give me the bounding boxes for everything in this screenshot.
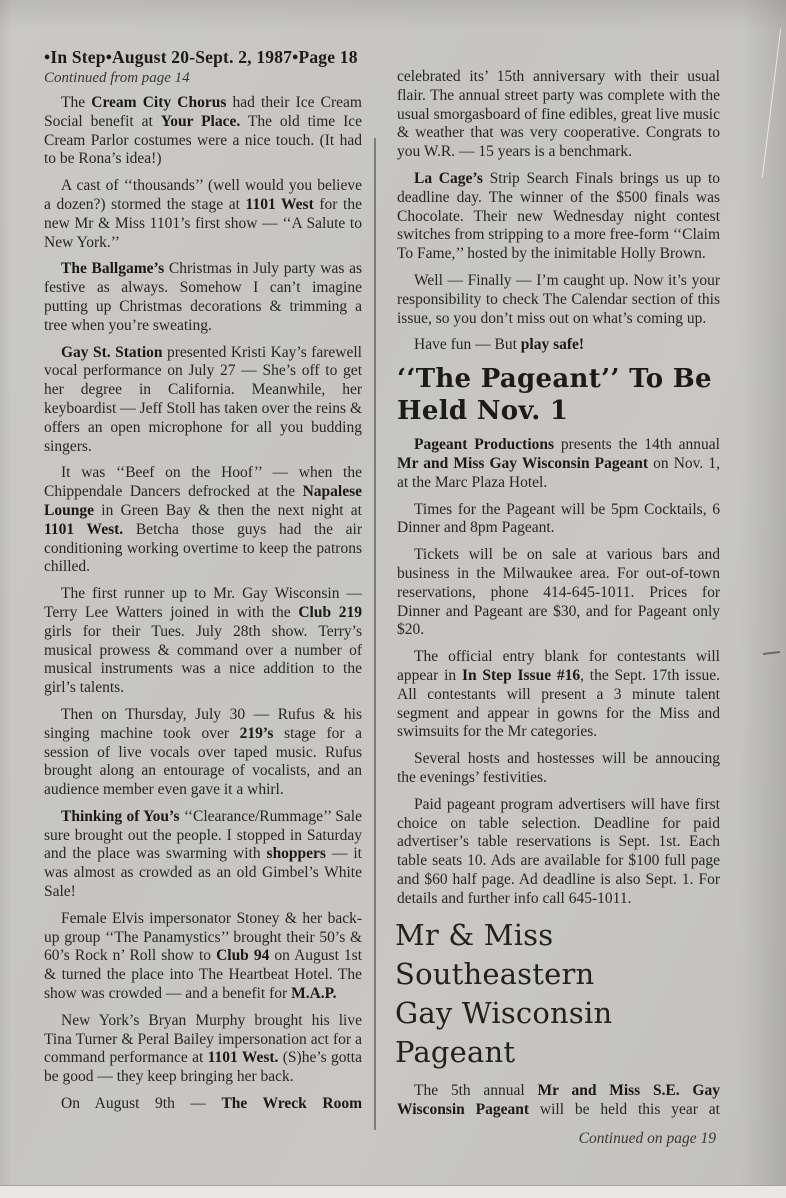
paragraph-tickets: Tickets will be on sale at various bars and business in the Milwaukee area. For out-of-town reservations, phone 414-645-1011. Prices for Dinner and Pageant are $30, and for Pageant only $20.: [397, 546, 720, 639]
headline-mr-miss-southeastern: Mr & Miss Southeastern Gay Wisconsin Pageant: [395, 918, 613, 1070]
scan-edge-bottom: [0, 1185, 786, 1198]
edge-mark: [763, 651, 780, 655]
scan-shadow-left: [0, 0, 12, 1198]
column-divider: [374, 138, 376, 1130]
paragraph-bryan-murphy: New York’s Bryan Murphy brought his live Tina Turner & Peral Bailey impersonation act for a command performance at 1101 West. (S)he’s gotta be good — they keep bringing her back.: [44, 1011, 362, 1086]
page-header: •In Step•August 20-Sept. 2, 1987•Page 18: [44, 47, 358, 67]
paragraph-beef-on-the-hoof: It was ‘‘Beef on the Hoof’’ — when the Chippendale Dancers defrocked at the Napalese Lounge in Green Bay & then the next night at 1101 West. Betcha those guys had the air conditioning working overtime to keep the patrons chilled.: [44, 464, 362, 576]
scan-shadow-right: [740, 0, 786, 1198]
left-column: [44, 70, 362, 1122]
paragraph-entry-blank: The official entry blank for contestants will appear in In Step Issue #16, the Sept. 17th issue. All contestants will present a 3 minute talent segment and appear in gowns for the Miss and swimsuits for the Mr categories.: [397, 648, 720, 741]
paragraph-caught-up: Well — Finally — I’m caught up. Now it’s your responsibility to check The Calendar section of this issue, so you don’t miss out on what’s coming up.: [397, 271, 720, 327]
paragraph-pageant-times: Times for the Pageant will be 5pm Cocktails, 6 Dinner and 8pm Pageant.: [397, 500, 720, 537]
paragraph-hosts-hostesses: Several hosts and hostesses will be annoucing the evenings’ festivities.: [397, 750, 720, 786]
paragraph-se-pageant: The 5th annual Mr and Miss S.E. Gay Wisconsin Pageant will be held this year at: [397, 1082, 720, 1119]
paragraph-play-safe: Have fun — But play safe!: [414, 336, 585, 354]
headline-pageant-nov1: ‘‘The Pageant’’ To Be Held Nov. 1: [397, 364, 712, 427]
paragraph-cast-of-thousands: A cast of ‘‘thousands’’ (well would you believe a dozen?) stormed the stage at 1101 West for the new Mr & Miss 1101’s first show — ‘‘A Salute to New York.’’: [44, 177, 362, 251]
paragraph-gay-st-station: Gay St. Station presented Kristi Kay’s farewell vocal performance on July 27 — She’s off to get her degree in California. Meanwhile, her keyboardist — Jeff Stoll has taken over the reins & offers an open microphone for all you budding singers.: [44, 343, 362, 455]
paragraph-pageant-productions: Pageant Productions presents the 14th annual Mr and Miss Gay Wisconsin Pageant on Nov. 1, at the Marc Plaza Hotel.: [397, 436, 720, 491]
continued-on-note: Continued on page 19: [578, 1130, 716, 1148]
paragraph-wreck-room-lead: On August 9th — The Wreck Room: [61, 1095, 362, 1113]
paragraph-advertisers: Paid pageant program advertisers will have first choice on table selection. Deadline for paid advertiser’s table reservations is Sept. 1st. Each table seats 10. Ads are available for $100 full page and $60 half page. Ad deadline is also Sept. 1. For details and further info call 645-1011.: [397, 795, 720, 907]
paragraph-la-cage-strip-search: La Cage’s Strip Search Finals brings us up to deadline day. The winner of the $500 finals was Chocolate. Their new Wednesday night contest switches from stripping to a more free-form ‘‘Claim To Fame,’’ hosted by the inimitable Holly Brown.: [397, 169, 720, 263]
right-column: [397, 68, 720, 1148]
paragraph-cream-city-chorus: The Cream City Chorus had their Ice Cream Social benefit at Your Place. The old time Ice Cream Parlor costumes were a nice touch. (It had to be Rona’s idea!): [44, 94, 363, 168]
scan-shadow-top: [0, 0, 786, 30]
paragraph-terry-lee-watters: The first runner up to Mr. Gay Wisconsin — Terry Lee Watters joined in with the Club 219 girls for their Tues. July 28th show. Terry’s musical prowess & command over a number of musical instruments was a nice addition to the girl’s talents.: [44, 585, 363, 697]
paragraph-rufus-singing-machine: Then on Thursday, July 30 — Rufus & his singing machine took over 219’s stage for a session of live vocals over taped music. Rufus brought along an entourage of vocalists, and an audience member even gave it a whirl.: [44, 705, 362, 799]
paragraph-wreck-room-continued: celebrated its’ 15th anniversary with their usual flair. The annual street party was complete with the usual smorgasboard of fine edibles, great live music & weather that was very cooperative. Congrats to you W.R. — 15 years is a benchmark.: [397, 68, 720, 161]
paper-crease: [762, 28, 781, 177]
paragraph-stoney-panamystics: Female Elvis impersonator Stoney & her back-up group ‘‘The Panamystics’’ brought their 50’s & 60’s Rock n’ Roll show to Club 94 on August 1st & turned the place into The Heartbeat Hotel. The show was crowded — and a benefit for M.A.P.: [44, 909, 363, 1003]
paragraph-ballgame-christmas: The Ballgame’s Christmas in July party was as festive as always. Somehow I can’t imagine putting up Christmas decorations & trimming a tree when you’re sweating.: [44, 260, 362, 334]
continued-from-note: Continued from page 14: [44, 70, 190, 86]
paragraph-thinking-of-you-sale: Thinking of You’s ‘‘Clearance/Rummage’’ Sale sure brought out the people. I stopped in Saturday and the place was swarming with shoppers — it was almost as crowded as an old Gimbel’s White Sale!: [44, 807, 362, 901]
